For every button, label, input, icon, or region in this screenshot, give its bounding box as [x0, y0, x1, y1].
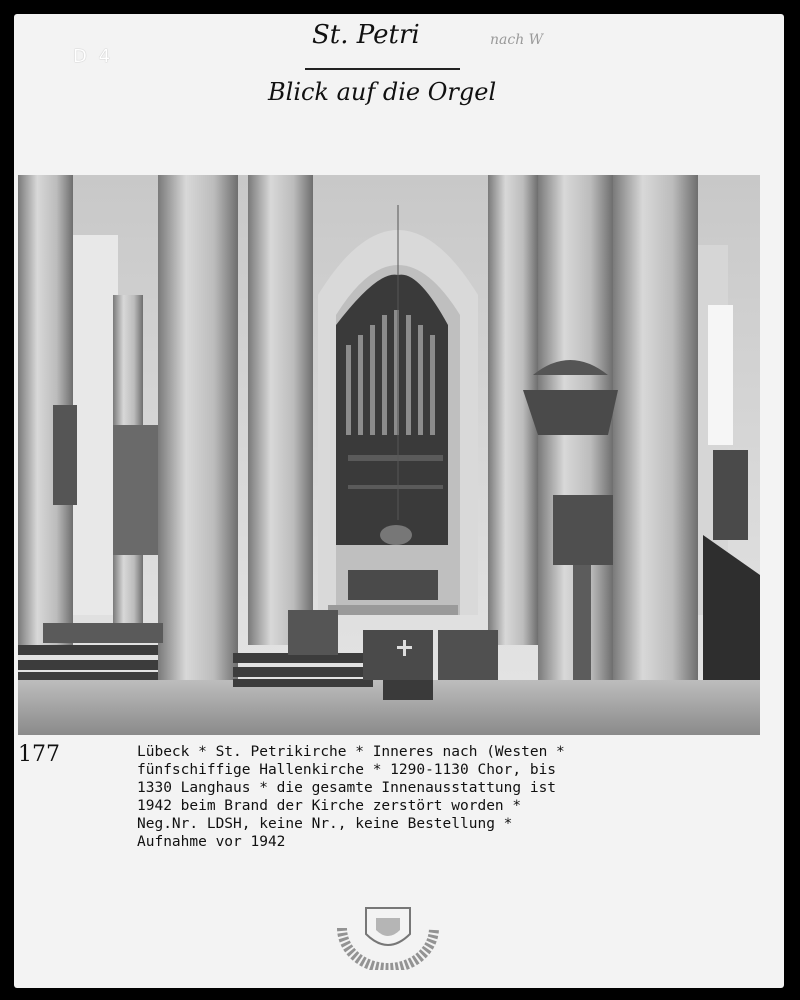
church-interior-illustration [18, 175, 760, 735]
catalog-code: D 4 [73, 46, 114, 67]
caption-text [137, 743, 757, 851]
handwritten-note: nach W [490, 32, 544, 48]
caption-line: fünfschiffige Hallenkirche * 1290-1130 Chor, bis [137, 762, 557, 778]
caption-line: Lübeck * St. Petrikirche * Inneres nach (Westen * [137, 744, 565, 760]
caption-line: Neg.Nr. LDSH, keine Nr., keine Bestellung * [137, 816, 513, 832]
caption-line: 1942 beim Brand der Kirche zerstört worden * [137, 798, 522, 814]
caption-line: Aufnahme vor 1942 [137, 834, 286, 850]
handwritten-title: St. Petri [312, 20, 420, 50]
church-interior-photo [18, 175, 760, 735]
caption-line: 1330 Langhaus * die gesamte Innenausstattung ist [137, 780, 557, 796]
seal-icon [336, 898, 440, 970]
handwritten-subtitle: Blick auf die Orgel [268, 78, 497, 106]
archive-stamp [336, 898, 440, 970]
inventory-number: 177 [18, 742, 60, 767]
title-underline [305, 68, 460, 70]
